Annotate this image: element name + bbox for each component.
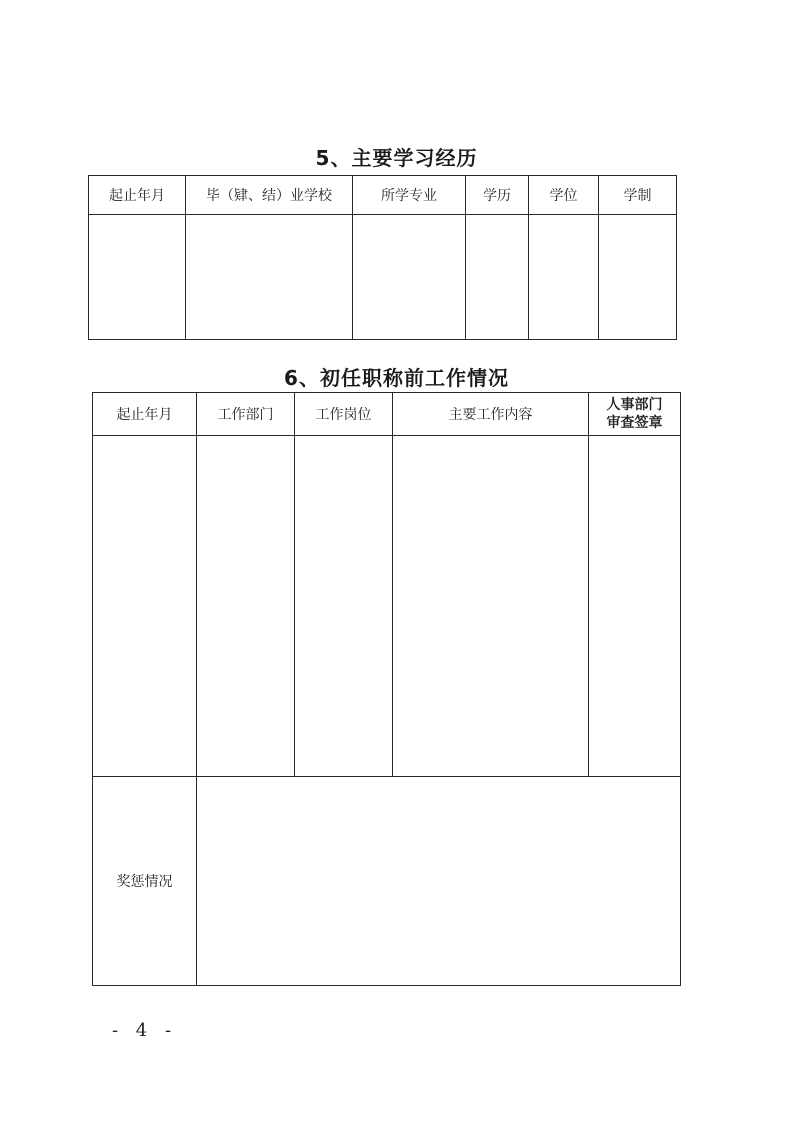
awards-label: 奖惩情况 bbox=[93, 777, 197, 986]
header-department: 工作部门 bbox=[197, 393, 295, 436]
table-header-row bbox=[89, 176, 677, 215]
hr-approval-line2: 审查签章 bbox=[606, 415, 663, 431]
cell-hr-approval[interactable] bbox=[589, 436, 681, 777]
cell-degree[interactable] bbox=[529, 215, 599, 340]
header-position: 工作岗位 bbox=[295, 393, 393, 436]
header-hr-approval bbox=[589, 393, 681, 436]
header-period: 起止年月 bbox=[89, 176, 186, 215]
header-period: 起止年月 bbox=[93, 393, 197, 436]
table-row bbox=[93, 436, 681, 777]
cell-major[interactable] bbox=[353, 215, 466, 340]
cell-department[interactable] bbox=[197, 436, 295, 777]
cell-main-work[interactable] bbox=[393, 436, 589, 777]
header-duration: 学制 bbox=[599, 176, 677, 215]
cell-education[interactable] bbox=[466, 215, 529, 340]
awards-content[interactable] bbox=[197, 777, 681, 986]
header-education: 学历 bbox=[466, 176, 529, 215]
cell-period[interactable] bbox=[93, 436, 197, 777]
work-history-table bbox=[92, 392, 681, 986]
section-5-title: 5、主要学习经历 bbox=[315, 146, 478, 170]
table-header-row bbox=[93, 393, 681, 436]
awards-row bbox=[93, 777, 681, 986]
cell-position[interactable] bbox=[295, 436, 393, 777]
page-number: - 4 - bbox=[112, 1020, 178, 1041]
cell-duration[interactable] bbox=[599, 215, 677, 340]
header-degree: 学位 bbox=[529, 176, 599, 215]
cell-school[interactable] bbox=[186, 215, 353, 340]
header-major: 所学专业 bbox=[353, 176, 466, 215]
header-main-work: 主要工作内容 bbox=[393, 393, 589, 436]
section-6-title: 6、初任职称前工作情况 bbox=[284, 366, 509, 390]
study-history-table bbox=[88, 175, 677, 340]
cell-period[interactable] bbox=[89, 215, 186, 340]
hr-approval-line1: 人事部门 bbox=[606, 397, 663, 413]
table-row bbox=[89, 215, 677, 340]
header-school: 毕（肄、结）业学校 bbox=[186, 176, 353, 215]
